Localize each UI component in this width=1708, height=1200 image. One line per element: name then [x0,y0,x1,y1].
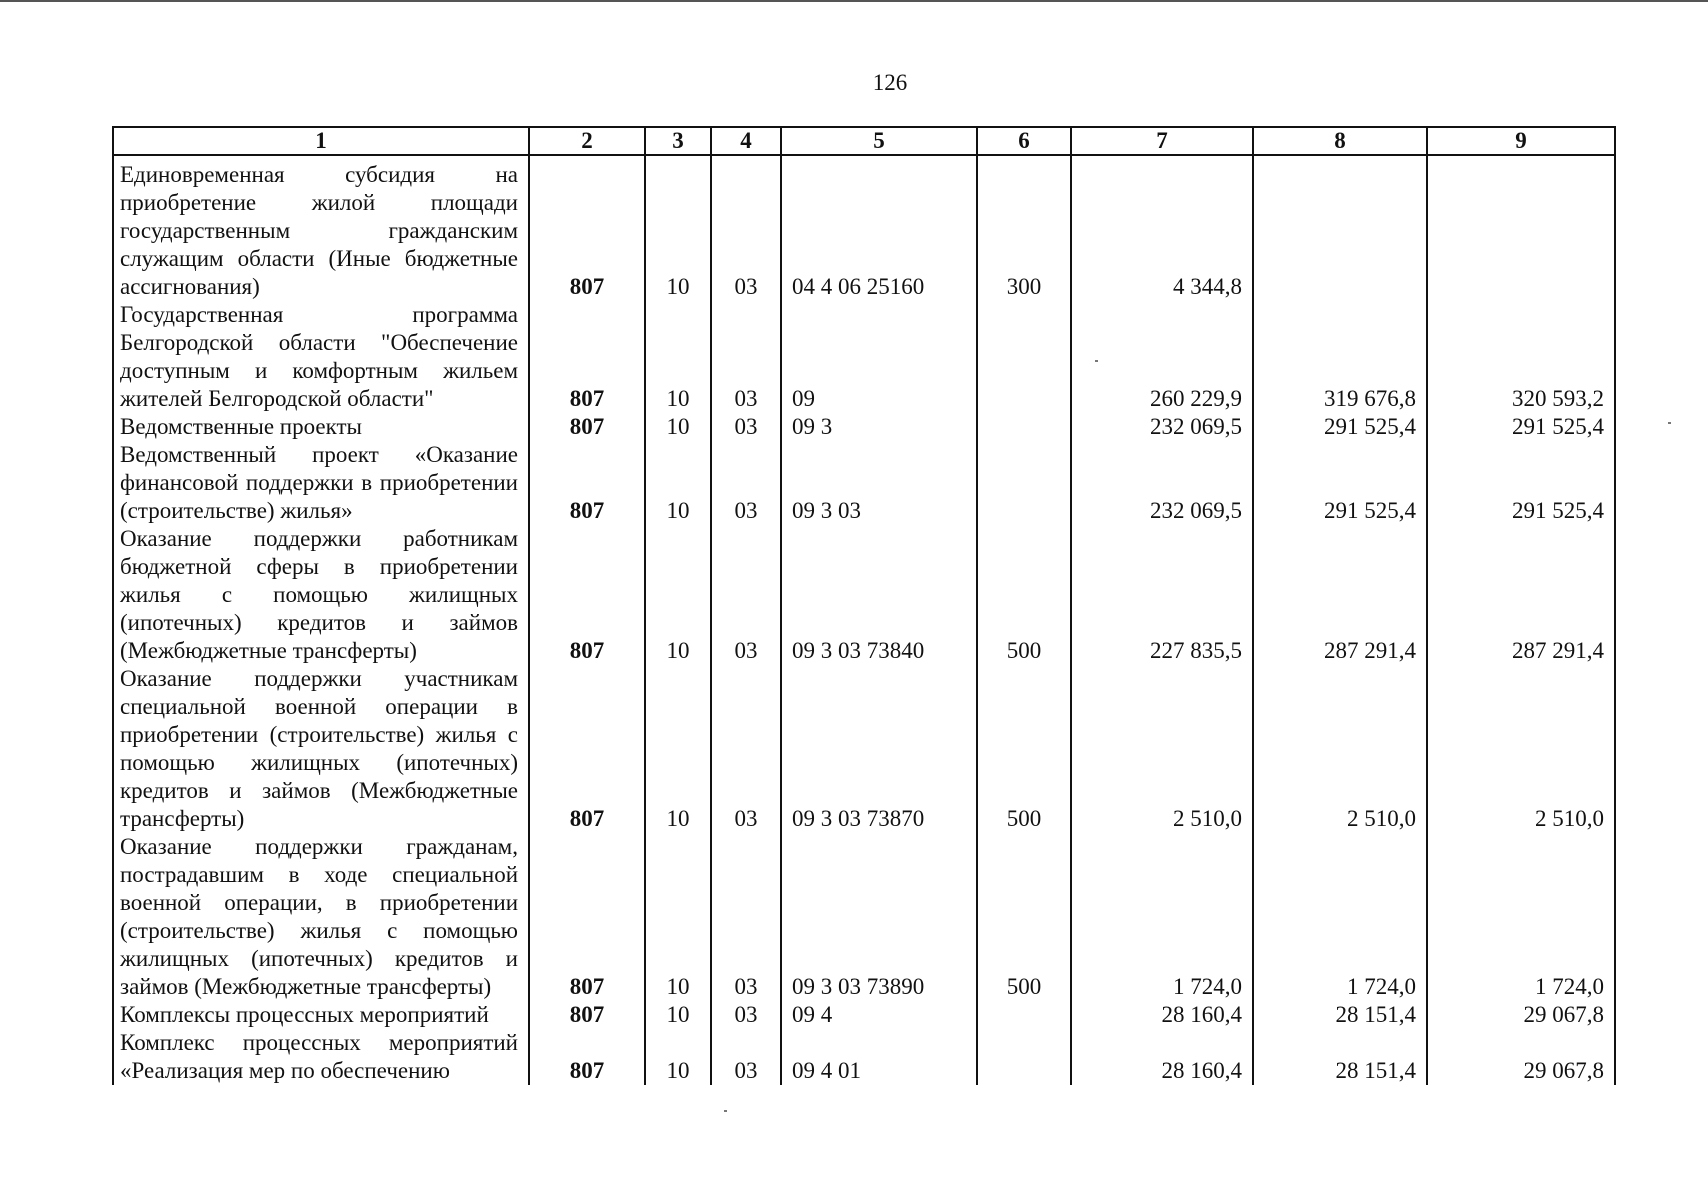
table-row [113,1001,1615,1029]
header-col-1: 1 [113,127,529,155]
expense-type [977,413,1071,441]
section-code: 10 [645,301,711,413]
admin-code: 807 [529,525,645,665]
subsection-code: 03 [711,441,781,525]
section-code: 10 [645,413,711,441]
row-name: Комплекс процессных мероприятий «Реализация мер по обеспечению [113,1029,529,1085]
table-row [113,301,1615,413]
scan-speck [1095,360,1098,362]
admin-code: 807 [529,665,645,833]
amount-col-7: 232 069,5 [1071,441,1253,525]
expense-type [977,301,1071,413]
amount-col-9 [1427,155,1615,301]
header-col-7: 7 [1071,127,1253,155]
header-col-6: 6 [977,127,1071,155]
section-code: 10 [645,833,711,1001]
page-number: 126 [872,70,908,95]
amount-col-9: 287 291,4 [1427,525,1615,665]
table-row [113,155,1615,301]
table-row [113,413,1615,441]
admin-code: 807 [529,441,645,525]
header-col-3: 3 [645,127,711,155]
header-col-9: 9 [1427,127,1615,155]
section-code: 10 [645,665,711,833]
expense-type [977,1029,1071,1085]
amount-col-9: 320 593,2 [1427,301,1615,413]
target-article: 09 3 03 73840 [781,525,977,665]
scan-speck [724,1110,727,1112]
amount-col-9: 29 067,8 [1427,1029,1615,1085]
target-article: 09 4 01 [781,1029,977,1085]
amount-col-9: 291 525,4 [1427,441,1615,525]
table-row [113,833,1615,1001]
subsection-code: 03 [711,413,781,441]
row-name: Ведомственные проекты [113,413,529,441]
budget-table [112,126,1616,1085]
row-name: Оказание поддержки участникам специальной военной операции в приобретении (строительстве) жилья с помощью жилищных (ипотечных) кредитов и займов (Межбюджетные трансферты) [113,665,529,833]
amount-col-8: 2 510,0 [1253,665,1427,833]
row-name: Комплексы процессных мероприятий [113,1001,529,1029]
amount-col-7: 2 510,0 [1071,665,1253,833]
subsection-code: 03 [711,665,781,833]
admin-code: 807 [529,1029,645,1085]
section-code: 10 [645,1029,711,1085]
row-name: Оказание поддержки работникам бюджетной сферы в приобретении жилья с помощью жилищных (ипотечных) кредитов и займов (Межбюджетные трансферты) [113,525,529,665]
target-article: 04 4 06 25160 [781,155,977,301]
amount-col-8: 28 151,4 [1253,1029,1427,1085]
amount-col-7: 1 724,0 [1071,833,1253,1001]
section-code: 10 [645,441,711,525]
amount-col-7: 28 160,4 [1071,1029,1253,1085]
amount-col-9: 29 067,8 [1427,1001,1615,1029]
target-article: 09 3 03 73890 [781,833,977,1001]
amount-col-8: 291 525,4 [1253,441,1427,525]
subsection-code: 03 [711,301,781,413]
table-row [113,441,1615,525]
target-article: 09 [781,301,977,413]
scan-speck [1668,422,1671,424]
section-code: 10 [645,1001,711,1029]
amount-col-8: 28 151,4 [1253,1001,1427,1029]
admin-code: 807 [529,413,645,441]
admin-code: 807 [529,301,645,413]
target-article: 09 3 03 [781,441,977,525]
admin-code: 807 [529,155,645,301]
amount-col-8: 319 676,8 [1253,301,1427,413]
section-code: 10 [645,525,711,665]
subsection-code: 03 [711,1029,781,1085]
header-col-4: 4 [711,127,781,155]
amount-col-9: 1 724,0 [1427,833,1615,1001]
table-row [113,525,1615,665]
expense-type: 500 [977,833,1071,1001]
header-col-8: 8 [1253,127,1427,155]
subsection-code: 03 [711,1001,781,1029]
target-article: 09 3 03 73870 [781,665,977,833]
amount-col-7: 4 344,8 [1071,155,1253,301]
table-row [113,665,1615,833]
amount-col-7: 28 160,4 [1071,1001,1253,1029]
subsection-code: 03 [711,155,781,301]
header-col-2: 2 [529,127,645,155]
admin-code: 807 [529,1001,645,1029]
amount-col-9: 291 525,4 [1427,413,1615,441]
row-name: Единовременная субсидия на приобретение жилой площади государственным гражданским служащим области (Иные бюджетные ассигнования) [113,155,529,301]
row-name: Ведомственный проект «Оказание финансовой поддержки в приобретении (строительстве) жилья» [113,441,529,525]
amount-col-8: 291 525,4 [1253,413,1427,441]
header-row [113,127,1615,155]
row-name: Оказание поддержки гражданам, пострадавшим в ходе специальной военной операции, в приобретении (строительстве) жилья с помощью жилищных (ипотечных) кредитов и займов (Межбюджетные трансферты) [113,833,529,1001]
expense-type: 500 [977,525,1071,665]
admin-code: 807 [529,833,645,1001]
expense-type: 500 [977,665,1071,833]
subsection-code: 03 [711,525,781,665]
amount-col-7: 227 835,5 [1071,525,1253,665]
expense-type [977,441,1071,525]
amount-col-8 [1253,155,1427,301]
amount-col-9: 2 510,0 [1427,665,1615,833]
subsection-code: 03 [711,833,781,1001]
amount-col-7: 232 069,5 [1071,413,1253,441]
row-name: Государственная программа Белгородской области "Обеспечение доступным и комфортным жильем жителей Белгородской области" [113,301,529,413]
amount-col-7: 260 229,9 [1071,301,1253,413]
amount-col-8: 1 724,0 [1253,833,1427,1001]
section-code: 10 [645,155,711,301]
page-top-edge [0,0,1708,2]
header-col-5: 5 [781,127,977,155]
target-article: 09 3 [781,413,977,441]
amount-col-8: 287 291,4 [1253,525,1427,665]
expense-type [977,1001,1071,1029]
expense-type: 300 [977,155,1071,301]
table-row [113,1029,1615,1085]
target-article: 09 4 [781,1001,977,1029]
